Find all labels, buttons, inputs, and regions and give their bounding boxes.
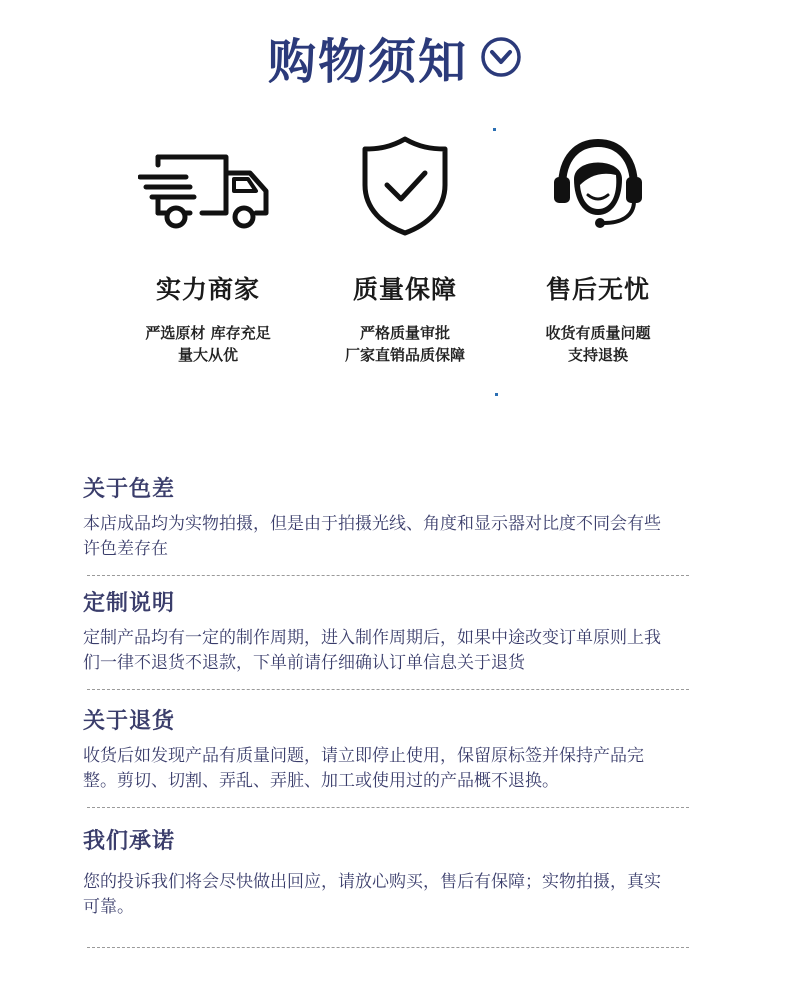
section-title: 定制说明 xyxy=(83,591,176,616)
notice-sections xyxy=(83,472,691,948)
feature-title: 实力商家 xyxy=(155,275,260,304)
feature-item xyxy=(307,130,503,366)
section-title: 关于色差 xyxy=(83,477,176,502)
section-body: 本店成品均为实物拍摄，但是由于拍摄光线、角度和显示器对比度不同会有些许色差存在 xyxy=(83,514,661,559)
dashed-divider xyxy=(87,807,689,808)
feature-row xyxy=(110,130,700,364)
feature-title: 售后无忧 xyxy=(545,275,650,304)
feature-desc-line: 支持退换 xyxy=(567,346,628,364)
feature-desc-line: 严格质量审批 xyxy=(359,324,450,342)
accent-dot xyxy=(495,393,498,396)
feature-desc-line: 厂家直销品质保障 xyxy=(344,346,465,364)
headset-agent-icon xyxy=(548,135,648,235)
section-body: 收货后如发现产品有质量问题，请立即停止使用，保留原标签并保持产品完整。剪切、切割、弄乱、弄脏、加工或使用过的产品概不退换。 xyxy=(83,746,644,791)
feature-desc-line: 严选原材 库存充足 xyxy=(145,324,271,342)
section-title: 关于退货 xyxy=(83,709,176,734)
dashed-divider xyxy=(87,575,689,576)
notice-section xyxy=(83,824,691,948)
section-title: 我们承诺 xyxy=(83,829,176,854)
feature-desc-line: 收货有质量问题 xyxy=(545,324,651,342)
notice-section xyxy=(83,704,691,808)
page-title: 购物须知 xyxy=(267,33,468,90)
section-body: 定制产品均有一定的制作周期，进入制作周期后，如果中途改变订单原则上我们一律不退货不退款，下单前请仔细确认订单信息关于退货 xyxy=(83,628,661,673)
notice-section xyxy=(83,472,691,576)
dashed-divider xyxy=(87,689,689,690)
page-header xyxy=(0,22,790,92)
chevron-down-circle-icon xyxy=(480,36,522,78)
shield-check-icon xyxy=(355,133,455,237)
feature-item xyxy=(110,130,306,366)
notice-section xyxy=(83,586,691,690)
dashed-divider xyxy=(87,947,689,948)
section-body: 您的投诉我们将会尽快做出回应，请放心购买，售后有保障；实物拍摄，真实可靠。 xyxy=(83,872,661,917)
truck-icon xyxy=(138,135,278,235)
feature-item xyxy=(500,130,696,366)
feature-desc-line: 量大从优 xyxy=(177,346,238,364)
feature-title: 质量保障 xyxy=(352,275,457,304)
